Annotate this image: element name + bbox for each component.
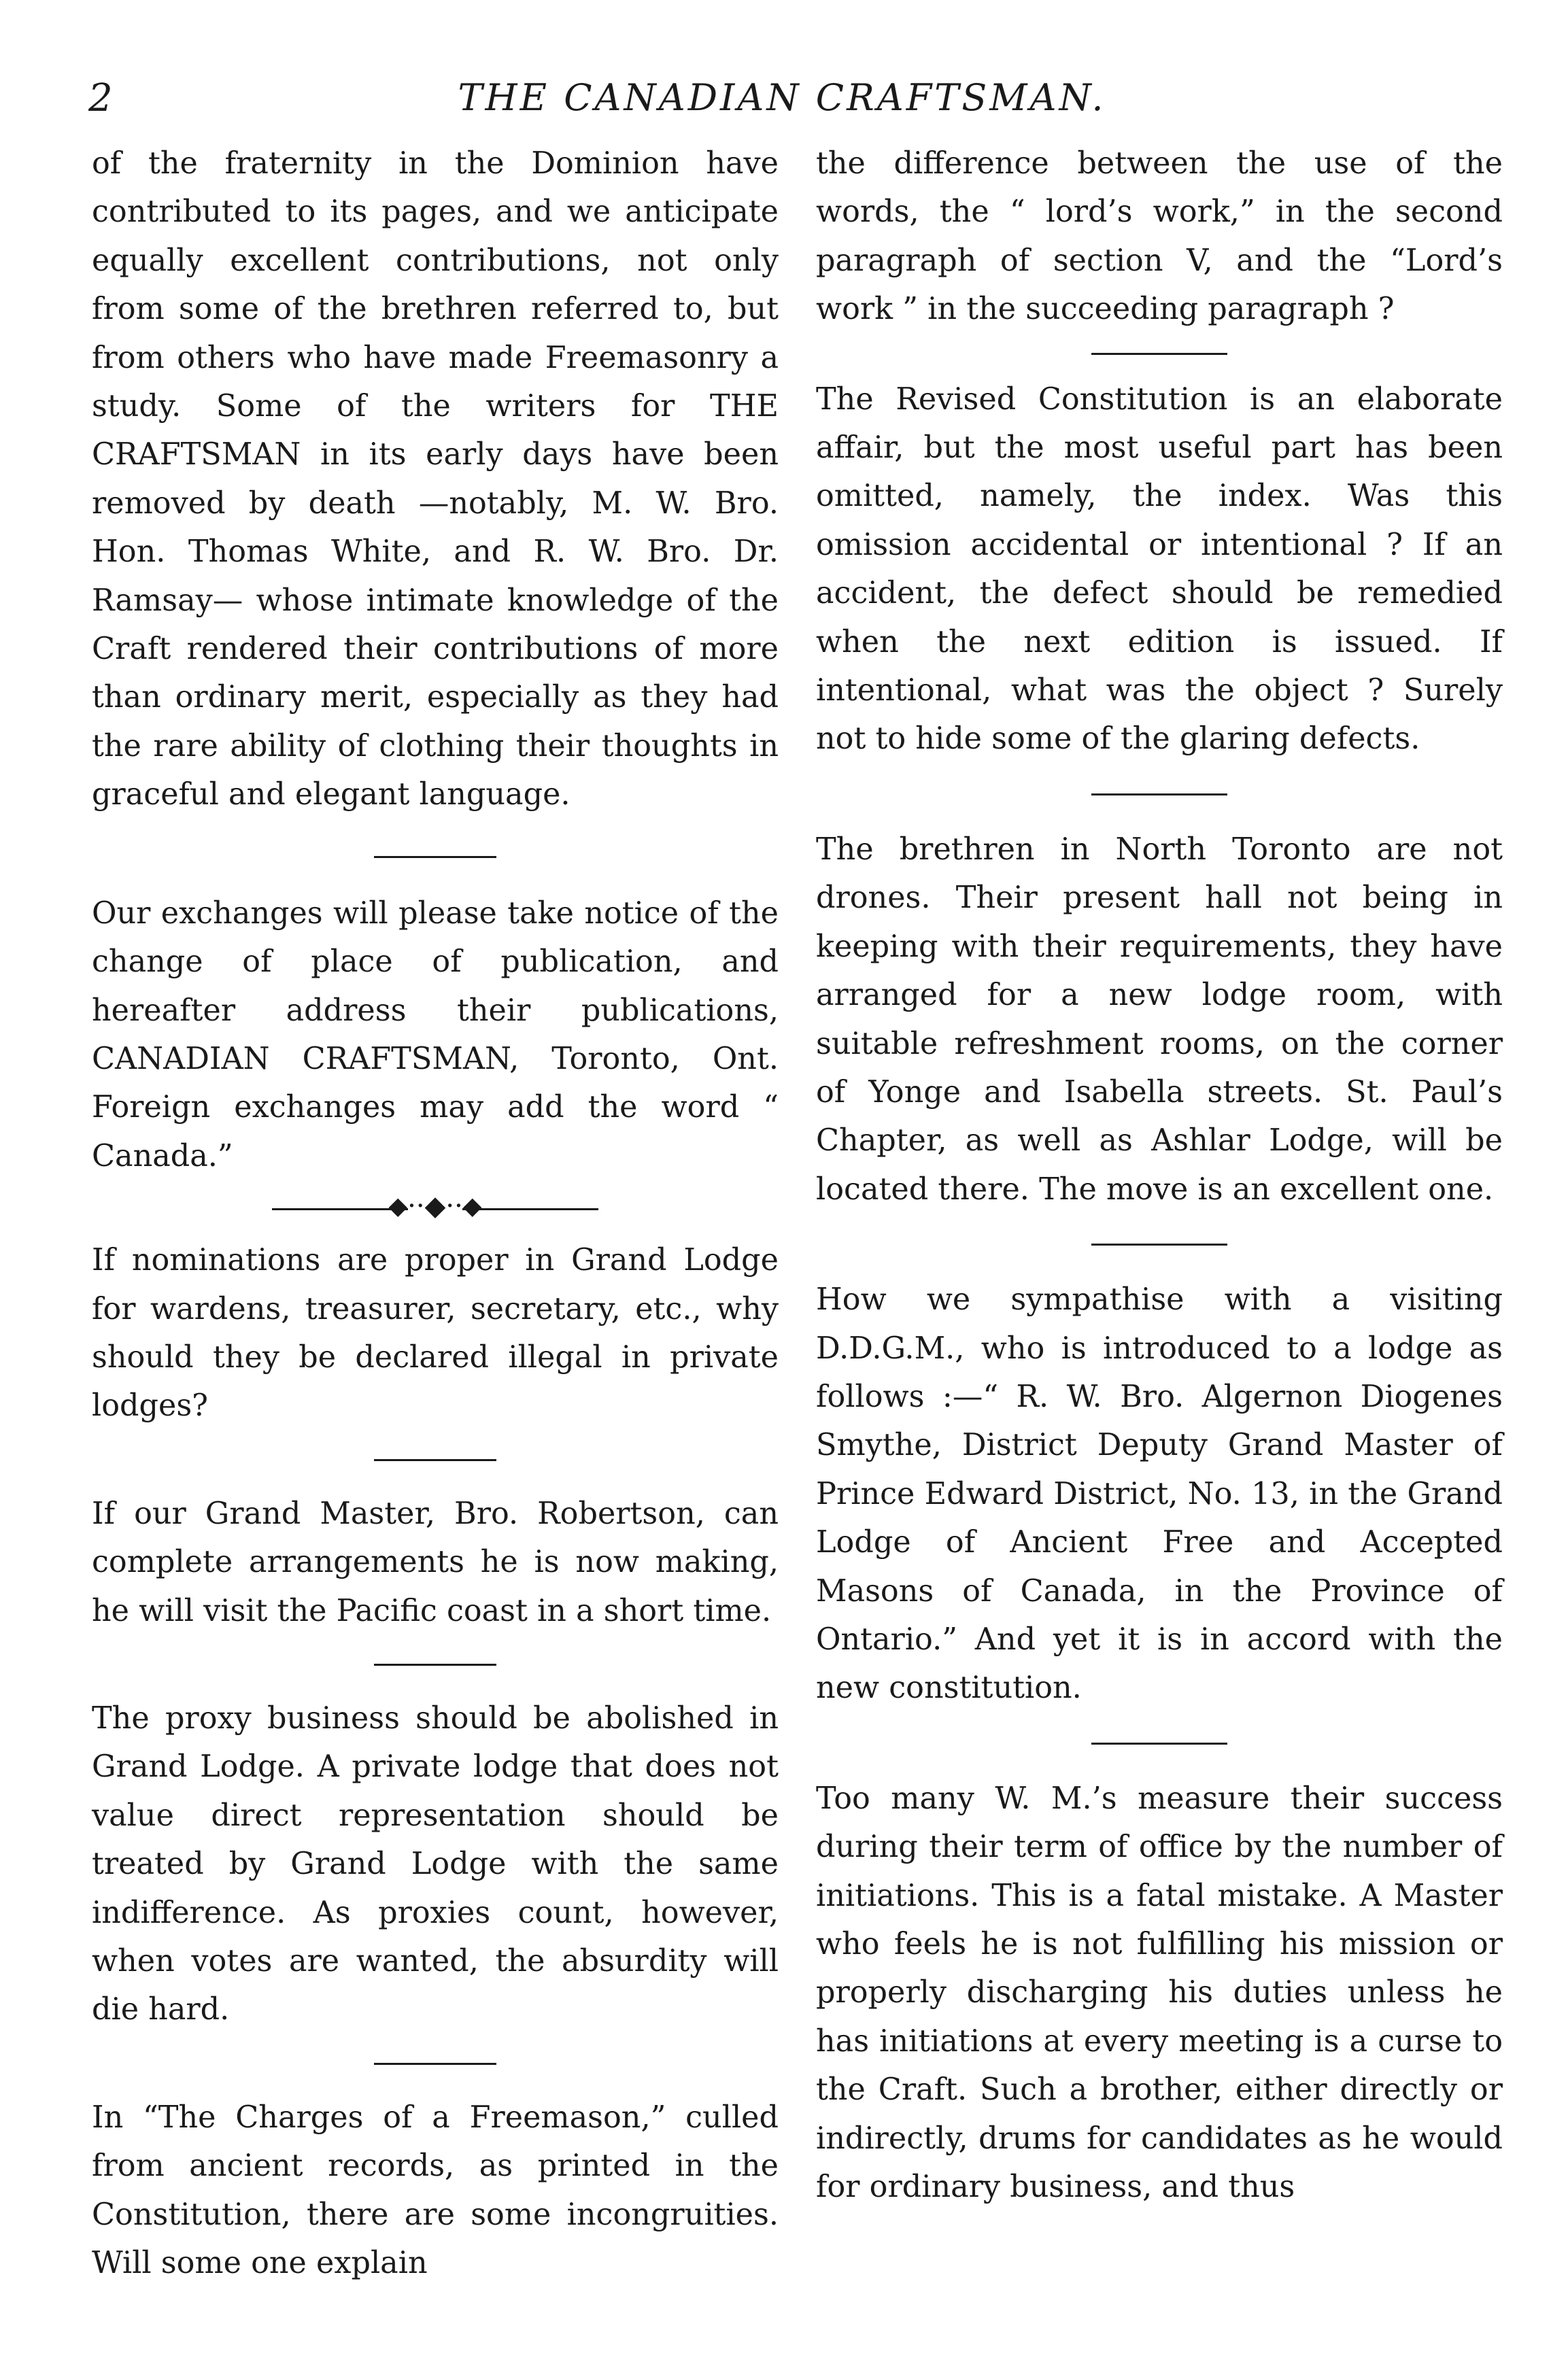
separator-rule [1091,353,1227,355]
right-column [816,139,1503,2211]
page-header [88,76,1476,131]
paragraph-revised-constitution: The Revised Constitution is an elaborate affair, but the most useful part has been omitted, namely, the index. Was this omission accidental or intentional ? If an accident, the defect should be remedied when the next edition is issued. If intentional, what was the object ? Surely not to hide some of the glaring defects. [816,381,1503,757]
separator-rule [1091,793,1227,795]
separator-rule [374,2063,496,2065]
running-title: THE CANADIAN CRAFTSMAN. [458,76,1106,119]
paragraph-nominations: If nominations are proper in Grand Lodge for wardens, treasurer, secretary, etc., why should they be declared illegal in private lodges? [92,1243,779,1424]
separator-rule [374,1664,496,1666]
paragraph-grand-master-visit: If our Grand Master, Bro. Robertson, can complete arrangements he is now making, he will visit the Pacific coast in a short time. [92,1496,779,1628]
page-number: 2 [88,76,113,120]
paragraph-lords-work: the difference between the use of the words, the “ lord’s work,” in the second paragraph of section V, and the “Lord’s work ” in the succeeding paragraph ? [816,146,1503,327]
separator-rule [1091,1244,1227,1246]
separator-rule [374,856,496,858]
paragraph-proxy-business: The proxy business should be abolished in Grand Lodge. A private lodge that does not value direct representation should be treated by Grand Lodge with the same indifference. As proxies count, however, when votes are wanted, the absurdity will die hard. [92,1700,779,2027]
paragraph-visiting-ddgm: How we sympathise with a visiting D.D.G.M., who is introduced to a lodge as follows :—“ R. W. Bro. Algernon Diogenes Smythe, District Deputy Grand Master of Prince Edward District, No. 13, in the Grand Lodge of Ancient Free and Accepted Masons of Canada, in the Province of Ontario.” And yet it is in accord with the new constitution. [816,1282,1503,1706]
left-column [92,139,779,2287]
paragraph-exchanges-notice: Our exchanges will please take notice of the change of place of publication, and hereafter address their publications, CANADIAN CRAFTSMAN, Toronto, Ont. Foreign exchanges may add the word “ Canada.” [92,895,779,1174]
separator-rule [1091,1743,1227,1745]
separator-rule [374,1459,496,1461]
paragraph-north-toronto: The brethren in North Toronto are not drones. Their present hall not being in keeping with their requirements, they have arranged for a new lodge room, with suitable refreshment rooms, on the corner of Yonge and Isabella streets. St. Paul’s Chapter, as well as Ashlar Lodge, will be located there. The move is an excellent one. [816,832,1503,1207]
paragraph-fraternity-contributors: of the fraternity in the Dominion have contributed to its pages, and we anticipate equally excellent contributions, not only from some of the brethren referred to, but from others who have made Freemasonry a study. Some of the writers for THE CRAFTSMAN in its early days have been removed by death —notably, M. W. Bro. Hon. Thomas White, and R. W. Bro. Dr. Ramsay— whose intimate knowledge of the Craft rendered their contributions of more than ordinary merit, especially as they had the rare ability of clothing their thoughts in graceful and elegant language. [92,146,779,812]
ornamental-divider [245,1188,626,1229]
ornament-glyph: ⬥··◆··⬥ [388,1191,482,1222]
paragraph-charges-of-freemason: In “The Charges of a Freemason,” culled from ancient records, as printed in the Constitution, there are some incongruities. Will some one explain [92,2100,779,2281]
paragraph-wm-initiations: Too many W. M.’s measure their success during their term of office by the number of initiations. This is a fatal mistake. A Master who feels he is not fulfilling his mission or properly discharging his duties unless he has initiations at every meeting is a curse to the Craft. Such a brother, either directly or indirectly, drums for candidates as he would for ordinary business, and thus [816,1781,1503,2205]
